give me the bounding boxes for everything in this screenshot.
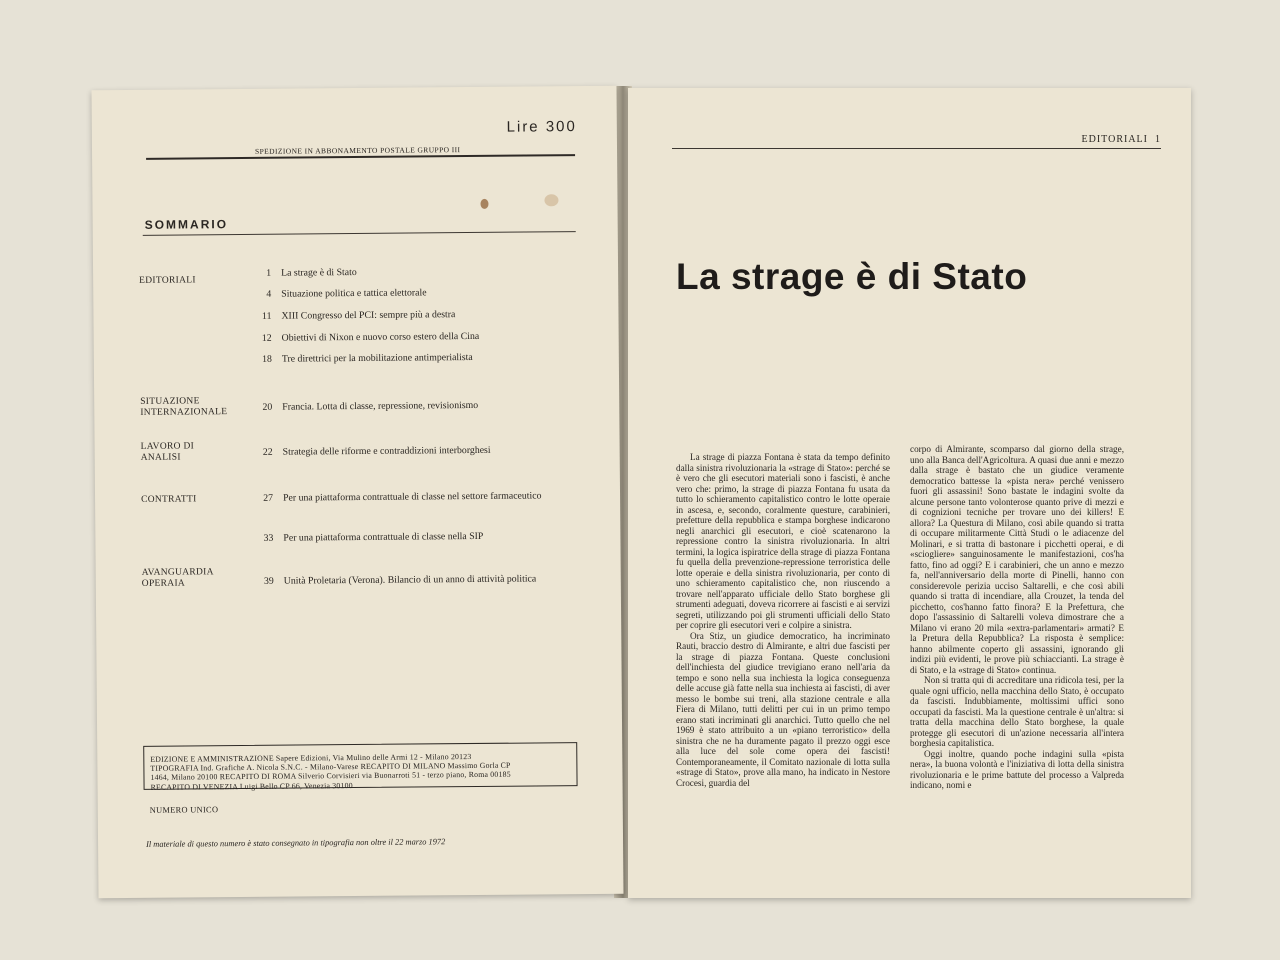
toc-title: Tre direttrici per la mobilitazione antimperialista <box>281 351 473 365</box>
section-avanguardia-operaia: AVANGUARDIA OPERAIA <box>141 567 214 589</box>
toc-entry[interactable] <box>257 445 491 458</box>
header-rule <box>672 148 1161 149</box>
toc-title: Situazione politica e tattica elettorale <box>281 287 427 300</box>
toc-entry[interactable] <box>256 331 480 344</box>
paragraph: corpo di Almirante, scomparso dal giorno della strage, uno alla Banca dell'Agricoltura. A quasi due anni e mezzo dalla strage è bastato che un giudice veramente democratico battesse la «pista nera» perché venissero fuori gli assassini! Sono bastate le indagini svolte da alcune persone tanto volonterose quanto prive di mezzi e di cognizioni tecniche per trovare uno dei killers! E allora? La Questura di Milano, così abile quando si tratta di occupare militarmente Città Studi o le adiacenze del Molinari, e si tratta di bastonare i picchetti operai, e di «sciogliere» sanguinosamente le manifestazioni, cos'ha fatto, fino ad oggi? E i carabinieri, che un anno e mezzo fa, nell'anniversario della morte di Pinelli, hanno con considerevole perizia ucciso Saltarelli, e che così abili quando si tratta di incendiare, alla Crouzet, la tenda del picchetto, cos'hanno fatto finora? E la Prefettura, che dopo l'assassinio di Saltarelli voleva dimostrare che a Milano vi erano 20 mila «extra-parlamentari» armati? E la Pretura della Repubblica? La risposta è semplice: hanno abilmente coperto gli assassini, ignorando gli indizi più evidenti, le prove più schiaccianti. La strage è di Stato, e la «strage di Stato» continua. <box>910 444 1124 675</box>
paragraph: Ora Stiz, un giudice democratico, ha incriminato Rauti, braccio destro di Almirante, e altri due fascisti per la strage di piazza Fontana. Queste conclusioni dell'inchiesta del giudice trevigiano erano nell'aria da tempo e sono nella sua inchiesta la logica conseguenza delle accuse già fatte nella sua inchiesta ai fascisti, di aver messo le bombe sui treni, alla stazione centrale e alla Fiera di Milano, tutti delitti per cui in un primo tempo erano stati incriminati gli anarchici. Tutto quello che nel 1969 è stato attribuito a un «piano terroristico» della sinistra che ne ha duramente pagato il prezzo oggi esce alla luce del sole come opera dei fascisti! Contemporaneamente, il Comitato nazionale di lotta sulla «strage di Stato», prove alla mano, ha indicato in Nestore Crocesi, guardia del <box>676 630 890 788</box>
toc-title: Per una piattaforma contrattuale di classe nel settore farmaceutico <box>283 490 542 504</box>
toc-page-number: 22 <box>262 446 273 458</box>
article-column-2 <box>910 444 1124 791</box>
sommario-rule <box>143 231 576 236</box>
toc-page-number: 12 <box>261 332 272 344</box>
toc-entry[interactable] <box>255 267 357 279</box>
toc-title: Per una piattaforma contrattuale di classe nella SIP <box>283 530 484 544</box>
toc-page-number: 39 <box>263 575 274 587</box>
paragraph: La strage di piazza Fontana è stata da tempo definito dalla sinistra rivoluzionaria la «strage di Stato»: perché se è vero che gli esecutori materiali sono i fascisti, è anche vero che: primo, la strage di piazza Fontana fu usata da tutto lo schieramento capitalistico contro le lotte operaie in ascesa, e, secondo, coralmente questure, carabinieri, prefetture della repubblica e stampa borghese indicarono negli anarchici gli esecutori, e cioè scatenarono la repressione contro la sinistra rivoluzionaria. In altri termini, la logica ispiratrice della strage di piazza Fontana fu quella della prevenzione-repressione terroristica delle lotte operaie e della sinistra rivoluzionaria, per conto di uno schieramento capitalistico che, non riuscendo a trovare nell'apparato ufficiale dello Stato borghese gli strumenti adeguati, doveva ricorrere ai fascisti e ai servizi segreti, utilizzando poi gli strumenti ufficiali dello Stato per coprire gli esecutori veri e colpire a sinistra. <box>676 452 890 630</box>
toc-title: La strage è di Stato <box>281 266 357 279</box>
rust-stain <box>544 194 558 206</box>
toc-entry[interactable] <box>256 352 473 365</box>
numero-unico: NUMERO UNICO <box>149 805 219 815</box>
running-header <box>1082 134 1161 145</box>
section-situazione-internazionale: SITUAZIONE INTERNAZIONALE <box>140 396 228 418</box>
section-lavoro-di-analisi: LAVORO DI ANALISI <box>140 441 195 463</box>
toc-title: Obiettivi di Nixon e nuovo corso estero della Cina <box>281 330 480 344</box>
toc-page-number: 11 <box>261 310 272 322</box>
toc-title: XIII Congresso del PCI: sempre più a destra <box>281 309 456 322</box>
edition-line: RECAPITO DI VENEZIA Luigi Bello CP 66, Venezia 30100 <box>150 780 353 792</box>
header-page-number: 1 <box>1155 134 1161 145</box>
toc-title: Strategia delle riforme e contraddizioni interborghesi <box>282 444 491 458</box>
edition-line: 1464, Milano 20100 RECAPITO DI ROMA Silverio Corvisieri via Buonarroti 51 - terzo piano, Roma 00185 <box>150 770 511 783</box>
toc-title: Unità Proletaria (Verona). Bilancio di un anno di attività politica <box>283 573 537 587</box>
article-title: La strage è di Stato <box>676 256 1028 297</box>
section-editoriali: EDITORIALI <box>139 275 196 286</box>
toc-page-number: 4 <box>266 288 272 300</box>
paragraph: Non si tratta qui di accreditare una ridicola tesi, per la quale ogni ufficio, nella macchina dello Stato, è occupato da fascisti. Indubbiamente, moltissimi uffici sono occupati da fascisti. Ma la questione centrale è un'altra: si tratta della macchina dello Stato borghese, la quale protegge gli esecutori di un'azione necessaria all'intera borghesia capitalistica. <box>910 675 1124 748</box>
sommario-heading: SOMMARIO <box>144 217 229 232</box>
header-section: EDITORIALI <box>1081 134 1148 145</box>
toc-entry[interactable] <box>258 573 537 586</box>
toc-entry[interactable] <box>255 309 455 322</box>
toc-entry[interactable] <box>257 531 483 544</box>
toc-entry[interactable] <box>255 287 426 299</box>
toc-page-number: 33 <box>263 532 274 544</box>
section-contratti: CONTRATTI <box>141 494 197 505</box>
deposit-note: Il materiale di questo numero è stato consegnato in tipografia non oltre il 22 marzo 1972 <box>146 837 446 849</box>
rust-stain <box>480 199 488 209</box>
price-label: Lire 300 <box>506 118 577 136</box>
toc-page-number: 20 <box>262 401 273 413</box>
paragraph: Oggi inoltre, quando poche indagini sulla «pista nera», la buona volontà e l'iniziativa di lotta della sinistra rivoluzionaria e le prime battute del processo a Valpreda indicano, nomi e <box>910 748 1124 790</box>
toc-title: Francia. Lotta di classe, repressione, revisionismo <box>282 399 479 413</box>
article-column-1 <box>676 452 890 788</box>
toc-page-number: 27 <box>263 492 274 504</box>
edition-line: EDIZIONE E AMMINISTRAZIONE Sapere Edizioni, Via Mulino delle Armi 12 - Milano 20123 <box>150 752 472 764</box>
toc-page-number: 1 <box>266 267 272 279</box>
toc-page-number: 18 <box>261 353 272 365</box>
edition-line: TIPOGRAFIA Ind. Grafiche A. Nicola S.N.C. - Milano-Varese RECAPITO DI MILANO Massimo Gorla CP <box>150 760 511 774</box>
left-page <box>91 86 623 899</box>
postal-note: SPEDIZIONE IN ABBONAMENTO POSTALE GRUPPO III <box>254 145 461 156</box>
toc-entry[interactable] <box>256 400 478 413</box>
edition-box <box>143 742 577 790</box>
right-page <box>628 88 1191 898</box>
toc-entry[interactable] <box>257 490 571 504</box>
